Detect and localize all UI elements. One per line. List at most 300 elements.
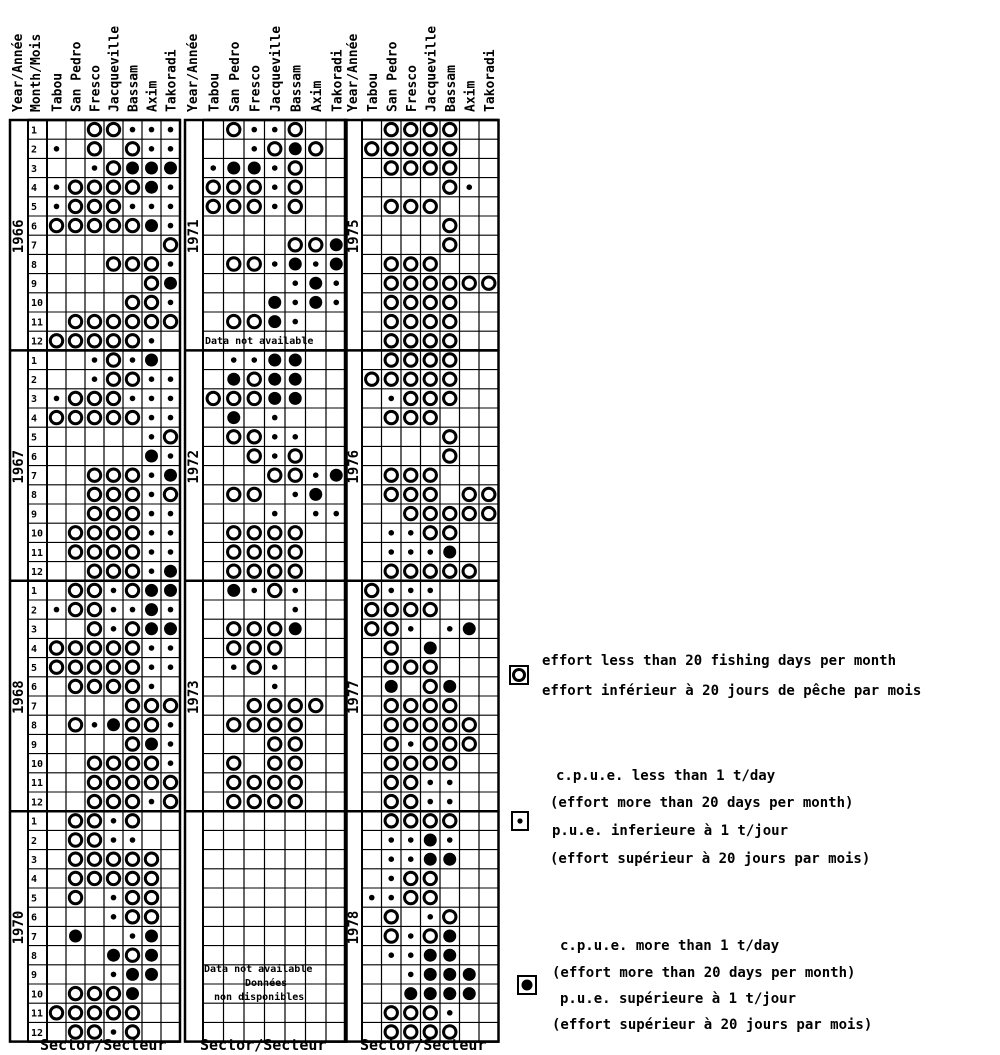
- data-marker-1966-4-5: [145, 181, 158, 194]
- data-marker-1971-1-1: [228, 123, 240, 135]
- data-marker-1967-12-5: [149, 568, 155, 574]
- data-marker-1972-12-1: [228, 565, 240, 577]
- data-marker-1977-11-1: [385, 776, 397, 788]
- data-marker-1975-3-2: [405, 162, 417, 174]
- month-label: 8: [31, 720, 38, 732]
- data-marker-1970-7-4: [130, 933, 136, 939]
- data-marker-1968-4-6: [168, 645, 174, 651]
- legend-high-cpue-en2: (effort more than 20 days per month): [552, 965, 856, 981]
- data-marker-1977-4-1: [385, 642, 397, 654]
- data-marker-1967-10-6: [168, 530, 174, 536]
- data-marker-1970-10-4: [126, 987, 139, 1000]
- data-marker-1967-2-6: [168, 376, 174, 382]
- data-marker-1971-5-0: [207, 200, 219, 212]
- data-marker-1970-7-1: [69, 930, 82, 943]
- data-marker-1975-2-0: [366, 143, 378, 155]
- data-marker-1973-12-4: [289, 795, 301, 807]
- data-marker-1968-5-4: [126, 661, 138, 673]
- data-marker-1976-11-2: [408, 549, 414, 555]
- data-marker-1977-10-3: [424, 757, 436, 769]
- data-marker-1970-6-5: [145, 911, 157, 923]
- data-marker-1978-5-2: [405, 891, 417, 903]
- data-marker-1966-12-3: [107, 335, 119, 347]
- data-marker-1978-1-1: [385, 815, 397, 827]
- data-marker-1978-3-1: [388, 856, 394, 862]
- month-label: 3: [31, 394, 38, 406]
- data-marker-1975-8-3: [424, 258, 436, 270]
- data-marker-1975-6-4: [444, 219, 456, 231]
- data-marker-1976-10-2: [408, 530, 414, 536]
- data-marker-1967-10-1: [69, 527, 81, 539]
- data-marker-1972-9-3: [272, 511, 278, 517]
- data-marker-1977-5-1: [385, 661, 397, 673]
- data-marker-1972-8-4: [292, 492, 298, 498]
- data-marker-1968-1-5: [145, 584, 158, 597]
- data-marker-1975-11-4: [444, 315, 456, 327]
- data-marker-1966-11-4: [126, 315, 138, 327]
- data-marker-1972-3-4: [289, 392, 302, 405]
- data-marker-1978-7-3: [424, 930, 436, 942]
- data-marker-1978-6-1: [385, 911, 397, 923]
- data-marker-1967-7-5: [149, 472, 155, 478]
- month-label: 9: [31, 970, 38, 982]
- legend-high-cpue-fr2: (effort supérieur à 20 jours par mois): [552, 1017, 873, 1033]
- month-label: 5: [31, 432, 38, 444]
- data-marker-1971-10-6: [333, 300, 339, 306]
- data-marker-1967-3-6: [168, 396, 174, 402]
- month-label: 3: [31, 624, 38, 636]
- data-marker-1968-4-4: [126, 642, 138, 654]
- data-marker-1968-5-3: [107, 661, 119, 673]
- column-header-2-5: Bassam: [443, 65, 459, 112]
- data-marker-1976-8-6: [483, 488, 495, 500]
- data-marker-1968-1-1: [69, 584, 81, 596]
- data-marker-1971-7-6: [330, 238, 343, 251]
- data-marker-1972-5-2: [248, 431, 260, 443]
- data-marker-1978-11-3: [424, 1007, 436, 1019]
- data-marker-1971-1-4: [289, 123, 301, 135]
- data-marker-1972-1-3: [268, 354, 281, 367]
- data-marker-1967-10-4: [126, 527, 138, 539]
- data-marker-1972-5-4: [292, 434, 298, 440]
- data-marker-1967-4-4: [126, 411, 138, 423]
- data-marker-1975-5-3: [424, 200, 436, 212]
- data-marker-1976-5-4: [444, 431, 456, 443]
- data-marker-1967-12-2: [88, 565, 100, 577]
- data-marker-1970-4-2: [88, 872, 100, 884]
- data-marker-1971-9-4: [292, 280, 298, 286]
- data-marker-1966-11-1: [69, 315, 81, 327]
- data-marker-1977-11-2: [405, 776, 417, 788]
- data-marker-1978-7-4: [443, 930, 456, 943]
- data-marker-1976-10-4: [444, 527, 456, 539]
- data-marker-1966-3-6: [164, 162, 177, 175]
- note-1974-non-disponibles: non disponibles: [214, 992, 305, 1003]
- data-marker-1975-11-1: [385, 315, 397, 327]
- data-marker-1966-11-2: [88, 315, 100, 327]
- month-label: 11: [31, 547, 44, 559]
- month-label: 2: [31, 835, 38, 847]
- column-header-0-7: Axim: [145, 80, 161, 112]
- data-marker-1970-10-3: [107, 987, 119, 999]
- data-marker-1972-3-1: [228, 392, 240, 404]
- data-marker-1972-3-3: [268, 392, 281, 405]
- data-marker-1972-12-4: [289, 565, 301, 577]
- data-marker-1966-12-0: [50, 335, 62, 347]
- data-marker-1972-6-4: [289, 450, 301, 462]
- data-marker-1971-5-1: [228, 200, 240, 212]
- data-marker-1966-6-1: [69, 219, 81, 231]
- data-marker-1966-4-0: [54, 184, 60, 190]
- data-marker-1966-6-0: [50, 219, 62, 231]
- data-marker-1967-4-1: [69, 411, 81, 423]
- data-marker-1976-8-3: [424, 488, 436, 500]
- data-marker-1967-8-3: [107, 488, 119, 500]
- month-label: 11: [31, 317, 44, 329]
- data-marker-1973-6-3: [272, 684, 278, 690]
- data-marker-1968-8-2: [92, 722, 98, 728]
- data-marker-1970-1-2: [88, 815, 100, 827]
- data-marker-1966-12-2: [88, 335, 100, 347]
- sector-axis-label-1: Sector/Secteur: [200, 1036, 327, 1054]
- data-marker-1977-11-3: [427, 780, 433, 786]
- data-marker-1971-8-5: [313, 261, 319, 267]
- month-label: 2: [31, 375, 38, 387]
- data-marker-1968-5-1: [69, 661, 81, 673]
- data-marker-1970-6-4: [126, 911, 138, 923]
- data-marker-1968-8-5: [145, 719, 157, 731]
- data-marker-1978-8-2: [408, 952, 414, 958]
- data-marker-1976-1-3: [424, 354, 436, 366]
- data-marker-1973-8-4: [289, 719, 301, 731]
- data-marker-1976-12-5: [463, 565, 475, 577]
- data-marker-1967-4-2: [88, 411, 100, 423]
- data-marker-1975-10-3: [424, 296, 436, 308]
- data-marker-1966-5-6: [168, 204, 174, 210]
- data-marker-1966-12-1: [69, 335, 81, 347]
- data-marker-1966-4-2: [88, 181, 100, 193]
- data-marker-1971-4-1: [228, 181, 240, 193]
- data-marker-1967-8-6: [164, 488, 176, 500]
- data-marker-1973-7-2: [248, 699, 260, 711]
- data-marker-1971-10-4: [292, 300, 298, 306]
- data-marker-1968-4-0: [50, 642, 62, 654]
- data-marker-1973-5-1: [231, 664, 237, 670]
- data-marker-1975-1-3: [424, 123, 436, 135]
- data-marker-1976-7-1: [385, 469, 397, 481]
- data-marker-1966-11-6: [164, 315, 176, 327]
- column-header-2-4: Jacqueville: [424, 25, 440, 112]
- data-marker-1968-1-3: [111, 588, 117, 594]
- data-marker-1970-4-1: [69, 872, 81, 884]
- data-marker-1977-8-2: [405, 719, 417, 731]
- month-label: 7: [31, 240, 38, 252]
- data-marker-1975-11-2: [405, 315, 417, 327]
- data-marker-1976-7-2: [405, 469, 417, 481]
- data-marker-1966-6-5: [145, 219, 158, 232]
- data-marker-1970-8-4: [126, 949, 138, 961]
- data-marker-1973-4-3: [269, 642, 281, 654]
- data-marker-1971-11-1: [228, 315, 240, 327]
- data-marker-1967-12-4: [126, 565, 138, 577]
- data-marker-1971-3-3: [272, 165, 278, 171]
- data-marker-1967-7-6: [164, 469, 177, 482]
- month-label: 12: [31, 336, 44, 348]
- data-marker-1978-9-3: [424, 968, 437, 981]
- data-marker-1977-9-4: [444, 738, 456, 750]
- data-marker-1975-9-6: [483, 277, 495, 289]
- data-marker-1968-5-0: [50, 661, 62, 673]
- data-marker-1976-12-2: [405, 565, 417, 577]
- data-marker-1970-1-1: [69, 815, 81, 827]
- data-marker-1967-7-2: [88, 469, 100, 481]
- data-marker-1975-12-1: [385, 335, 397, 347]
- data-marker-1978-5-1: [388, 895, 394, 901]
- data-marker-1977-10-2: [405, 757, 417, 769]
- data-marker-1971-7-4: [289, 239, 301, 251]
- legend-low-cpue-fr2: (effort supérieur à 20 jours par mois): [550, 851, 871, 867]
- month-label: 7: [31, 701, 38, 713]
- data-marker-1972-4-1: [227, 411, 240, 424]
- data-marker-1977-8-4: [444, 719, 456, 731]
- data-marker-1978-8-3: [424, 949, 437, 962]
- data-marker-1970-9-3: [111, 972, 117, 978]
- note-1974-not-available: Data not available: [204, 964, 313, 975]
- data-marker-1975-9-1: [385, 277, 397, 289]
- data-marker-1970-5-1: [69, 891, 81, 903]
- month-label: 4: [31, 643, 38, 655]
- data-marker-1967-3-1: [69, 392, 81, 404]
- column-header-1-0: Year/Année: [186, 33, 201, 112]
- data-marker-1973-1-2: [251, 588, 257, 594]
- data-marker-1975-1-4: [444, 123, 456, 135]
- data-marker-1968-2-1: [69, 603, 81, 615]
- data-marker-1968-10-3: [107, 757, 119, 769]
- data-marker-1975-3-4: [444, 162, 456, 174]
- data-marker-1978-3-2: [408, 856, 414, 862]
- data-marker-1975-2-1: [385, 143, 397, 155]
- data-marker-1966-1-4: [130, 127, 136, 133]
- data-marker-1977-2-2: [405, 603, 417, 615]
- data-marker-1975-12-3: [424, 335, 436, 347]
- column-header-2-0: Year/Année: [346, 33, 361, 112]
- year-label-1978: 1978: [346, 910, 362, 945]
- data-marker-1968-1-4: [126, 584, 138, 596]
- data-marker-1973-11-1: [228, 776, 240, 788]
- data-marker-1970-4-3: [107, 872, 119, 884]
- data-marker-1978-10-4: [443, 987, 456, 1000]
- year-label-1967: 1967: [11, 449, 27, 484]
- data-marker-1970-2-1: [69, 834, 81, 846]
- data-marker-1968-5-5: [149, 664, 155, 670]
- data-marker-1966-2-0: [54, 146, 60, 152]
- month-label: 2: [31, 605, 38, 617]
- data-marker-1977-10-4: [444, 757, 456, 769]
- data-marker-1972-3-2: [248, 392, 260, 404]
- data-marker-1973-3-2: [248, 623, 260, 635]
- data-marker-1977-9-3: [424, 738, 436, 750]
- data-marker-1967-3-3: [107, 392, 119, 404]
- data-marker-1966-5-0: [54, 204, 60, 210]
- data-marker-1966-7-6: [164, 239, 176, 251]
- data-marker-1966-5-4: [130, 204, 136, 210]
- data-marker-1966-10-6: [168, 300, 174, 306]
- data-marker-1967-5-6: [164, 431, 176, 443]
- data-marker-1976-1-4: [444, 354, 456, 366]
- year-label-1970: 1970: [11, 910, 27, 945]
- column-header-2-6: Axim: [463, 80, 479, 112]
- month-label: 10: [31, 989, 44, 1001]
- data-marker-1977-6-1: [385, 680, 398, 693]
- data-marker-1976-1-2: [405, 354, 417, 366]
- column-header-2-2: San Pedro: [385, 41, 401, 112]
- data-marker-1967-4-0: [50, 411, 62, 423]
- data-marker-1971-8-3: [272, 261, 278, 267]
- data-marker-1977-8-1: [385, 719, 397, 731]
- data-marker-1971-9-6: [333, 280, 339, 286]
- data-marker-1975-5-2: [405, 200, 417, 212]
- month-label: 6: [31, 451, 38, 463]
- data-marker-1978-3-4: [443, 853, 456, 866]
- data-marker-1972-8-2: [248, 488, 260, 500]
- data-marker-1967-9-2: [88, 507, 100, 519]
- data-marker-1976-7-3: [424, 469, 436, 481]
- data-marker-1968-11-3: [107, 776, 119, 788]
- data-marker-1972-7-4: [289, 469, 301, 481]
- data-marker-1966-4-4: [126, 181, 138, 193]
- data-marker-1966-8-5: [145, 258, 157, 270]
- data-marker-1967-2-4: [126, 373, 138, 385]
- legend-low-cpue-marker: [517, 818, 522, 823]
- data-marker-1972-4-3: [272, 415, 278, 421]
- data-marker-1968-11-6: [164, 776, 176, 788]
- month-label: 8: [31, 259, 38, 271]
- data-marker-1968-4-3: [107, 642, 119, 654]
- month-label: 12: [31, 567, 44, 579]
- data-marker-1973-3-4: [289, 622, 302, 635]
- data-marker-1972-9-5: [313, 511, 319, 517]
- data-marker-1978-9-4: [443, 968, 456, 981]
- data-marker-1978-11-1: [385, 1007, 397, 1019]
- data-marker-1976-11-3: [427, 549, 433, 555]
- data-marker-1975-8-1: [385, 258, 397, 270]
- data-marker-1968-12-2: [88, 795, 100, 807]
- data-marker-1973-8-3: [269, 719, 281, 731]
- data-marker-1967-9-6: [168, 511, 174, 517]
- data-marker-1968-12-3: [107, 795, 119, 807]
- data-marker-1977-12-3: [427, 799, 433, 805]
- year-label-1971: 1971: [186, 219, 203, 254]
- data-marker-1968-9-6: [168, 741, 174, 747]
- data-marker-1975-9-3: [424, 277, 436, 289]
- month-label: 2: [31, 144, 38, 156]
- data-marker-1975-2-2: [405, 143, 417, 155]
- month-label: 5: [31, 663, 38, 675]
- data-marker-1966-2-5: [149, 146, 155, 152]
- year-label-1977: 1977: [346, 680, 362, 714]
- data-marker-1968-6-3: [107, 680, 119, 692]
- data-marker-1970-6-3: [111, 914, 117, 920]
- data-marker-1968-8-3: [107, 718, 120, 731]
- data-marker-1978-7-2: [408, 933, 414, 939]
- data-marker-1966-9-6: [164, 277, 177, 290]
- data-marker-1966-5-1: [69, 200, 81, 212]
- data-marker-1968-2-2: [88, 603, 100, 615]
- data-marker-1966-1-2: [88, 123, 100, 135]
- data-marker-1978-11-2: [405, 1007, 417, 1019]
- data-marker-1967-11-5: [149, 549, 155, 555]
- data-marker-1973-12-2: [248, 795, 260, 807]
- data-marker-1971-8-6: [330, 258, 343, 271]
- data-marker-1972-2-4: [289, 373, 302, 386]
- data-marker-1966-9-5: [145, 277, 157, 289]
- data-marker-1977-9-5: [463, 738, 475, 750]
- data-marker-1966-10-5: [145, 296, 157, 308]
- data-marker-1971-7-5: [310, 239, 322, 251]
- data-marker-1978-3-3: [424, 853, 437, 866]
- month-label: 8: [31, 490, 38, 502]
- data-marker-1975-7-4: [444, 239, 456, 251]
- month-label: 10: [31, 759, 44, 771]
- month-label: 1: [31, 125, 38, 137]
- data-marker-1971-11-4: [292, 319, 298, 325]
- data-marker-1977-9-2: [408, 741, 414, 747]
- column-header-0-8: Takoradi: [164, 49, 180, 112]
- data-marker-1970-3-3: [107, 853, 119, 865]
- month-label: 9: [31, 739, 38, 751]
- data-marker-1973-8-1: [228, 719, 240, 731]
- data-marker-1968-11-2: [88, 776, 100, 788]
- data-marker-1968-6-4: [126, 680, 138, 692]
- data-marker-1971-3-1: [227, 162, 240, 175]
- data-marker-1970-3-5: [145, 853, 157, 865]
- data-marker-1973-3-3: [269, 623, 281, 635]
- column-header-1-7: Takoradi: [330, 49, 346, 112]
- data-marker-1973-12-3: [269, 795, 281, 807]
- data-marker-1973-4-2: [248, 642, 260, 654]
- data-marker-1977-6-4: [443, 680, 456, 693]
- data-marker-1971-3-0: [210, 165, 216, 171]
- column-header-1-3: Fresco: [248, 65, 264, 112]
- data-marker-1973-7-4: [289, 699, 301, 711]
- data-marker-1968-6-1: [69, 680, 81, 692]
- data-marker-1970-4-4: [126, 872, 138, 884]
- data-marker-1968-4-5: [149, 645, 155, 651]
- data-marker-1966-5-2: [88, 200, 100, 212]
- data-marker-1973-5-3: [272, 664, 278, 670]
- data-marker-1968-3-6: [164, 622, 177, 635]
- data-marker-1970-3-4: [126, 853, 138, 865]
- data-marker-1977-12-4: [447, 799, 453, 805]
- data-marker-1971-5-2: [248, 200, 260, 212]
- data-marker-1968-2-4: [130, 607, 136, 613]
- column-header-0-3: San Pedro: [69, 41, 85, 112]
- data-marker-1967-7-3: [107, 469, 119, 481]
- data-marker-1971-1-3: [272, 127, 278, 133]
- data-marker-1976-4-3: [424, 411, 436, 423]
- data-marker-1978-8-4: [443, 949, 456, 962]
- legend-low-cpue-fr: p.u.e. inferieure à 1 t/jour: [552, 823, 789, 839]
- data-marker-1978-2-1: [388, 837, 394, 843]
- data-marker-1977-3-1: [385, 623, 397, 635]
- data-marker-1966-1-6: [168, 127, 174, 133]
- data-marker-1968-2-5: [145, 603, 158, 616]
- data-marker-1972-12-2: [248, 565, 260, 577]
- data-marker-1973-1-3: [269, 584, 281, 596]
- data-marker-1972-2-3: [268, 373, 281, 386]
- data-marker-1976-10-1: [388, 530, 394, 536]
- data-marker-1967-11-1: [69, 546, 81, 558]
